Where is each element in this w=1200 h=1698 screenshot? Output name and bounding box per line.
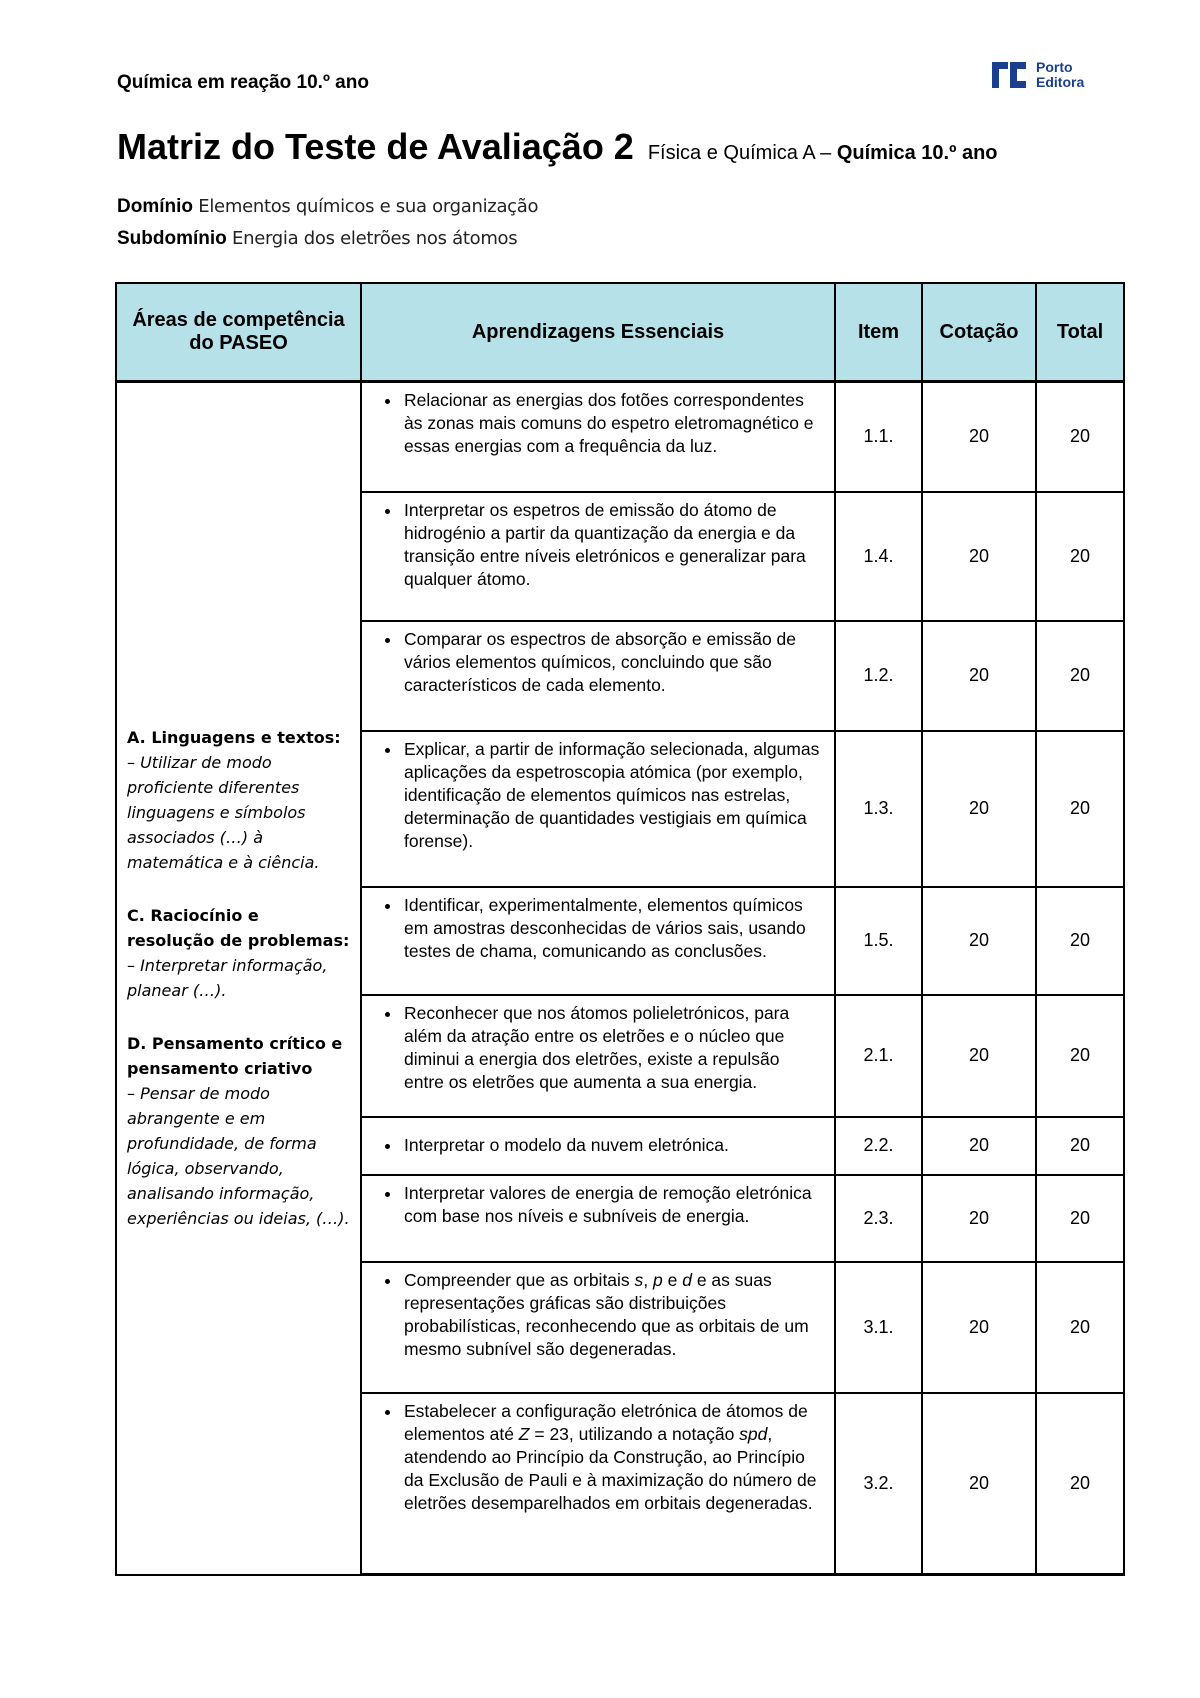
learning-cell — [361, 621, 835, 731]
total-cell: 20 — [1036, 621, 1124, 731]
cotacao-cell: 20 — [922, 382, 1036, 492]
item-cell: 3.2. — [835, 1393, 922, 1575]
total-cell: 20 — [1036, 492, 1124, 621]
total-cell: 20 — [1036, 1262, 1124, 1393]
assessment-matrix-table — [115, 282, 1125, 1576]
total-cell: 20 — [1036, 995, 1124, 1117]
table-header-row — [116, 283, 1124, 382]
logo-line-1: Porto — [1036, 59, 1073, 75]
learning-cell — [361, 995, 835, 1117]
learning-item: • Estabelecer a configuração eletrónica de átomos de elementos até Z = 23, utilizando a notação spd, atendendo ao Princípio da Construção, ao Princípio da Exclusão de Pauli e à maximização do número de eletrões desemparelhados em orbitais degeneradas. — [402, 1400, 824, 1515]
learning-item: • Interpretar valores de energia de remoção eletrónica com base nos níveis e subníveis de energia. — [402, 1182, 824, 1228]
cotacao-cell: 20 — [922, 1117, 1036, 1175]
logo-line-2: Editora — [1036, 74, 1085, 90]
subdominio-value: Energia dos eletrões nos átomos — [232, 228, 518, 249]
total-cell: 20 — [1036, 1393, 1124, 1575]
learning-cell — [361, 1262, 835, 1393]
learning-item: • Identificar, experimentalmente, elementos químicos em amostras desconhecidas de vários sais, usando testes de chama, comunicando as conclusões. — [402, 894, 824, 963]
learning-cell — [361, 1117, 835, 1175]
learning-cell — [361, 887, 835, 995]
porto-editora-logo — [990, 60, 1084, 90]
item-cell: 1.5. — [835, 887, 922, 995]
learning-cell — [361, 492, 835, 621]
area-c-title: C. Raciocínio e resolução de problemas: — [127, 906, 350, 951]
cotacao-cell: 20 — [922, 1262, 1036, 1393]
cotacao-cell: 20 — [922, 621, 1036, 731]
item-cell: 3.1. — [835, 1262, 922, 1393]
document-header-title: Química em reação 10.º ano — [117, 72, 369, 93]
learning-item: • Relacionar as energias dos fotões correspondentes às zonas mais comuns do espetro eletromagnético e essas energias com a frequência da luz. — [402, 389, 824, 458]
cotacao-cell: 20 — [922, 731, 1036, 887]
learning-item: • Explicar, a partir de informação selecionada, algumas aplicações da espetroscopia atómica (por exemplo, identificação de elementos químicos nas estrelas, determinação de quantidades vestigiais em química forense). — [402, 738, 824, 853]
item-cell: 2.1. — [835, 995, 922, 1117]
learning-item: • Compreender que as orbitais s, p e d e as suas representações gráficas são distribuições probabilísticas, reconhecendo que as orbitais de um mesmo subnível são degeneradas. — [402, 1269, 824, 1361]
cotacao-cell: 20 — [922, 1175, 1036, 1262]
learning-item: • Comparar os espectros de absorção e emissão de vários elementos químicos, concluindo que são característicos de cada elemento. — [402, 628, 824, 697]
learning-cell — [361, 1393, 835, 1575]
column-header-total: Total — [1036, 283, 1124, 382]
porto-editora-logo-icon — [990, 60, 1030, 90]
area-a-desc: – Utilizar de modo proficiente diferentes linguagens e símbolos associados (…) à matemática e à ciência. — [127, 753, 320, 873]
learning-cell — [361, 731, 835, 887]
subtitle-prefix: Física e Química A – — [647, 142, 832, 164]
total-cell: 20 — [1036, 1117, 1124, 1175]
area-d-desc: – Pensar de modo abrangente e em profundidade, de forma lógica, observando, analisando informação, experiências ou ideias, (…). — [127, 1084, 350, 1229]
area-a-title: A. Linguagens e textos: — [127, 728, 341, 748]
learning-item: • Interpretar o modelo da nuvem eletrónica. — [402, 1134, 824, 1157]
dominio-label: Domínio — [117, 196, 193, 217]
cotacao-cell: 20 — [922, 995, 1036, 1117]
learning-item: • Reconhecer que nos átomos polieletrónicos, para além da atração entre os eletrões e o núcleo que diminui a energia dos eletrões, existe a repulsão entre os eletrões que aumenta a sua energia. — [402, 1002, 824, 1094]
total-cell: 20 — [1036, 887, 1124, 995]
item-cell: 1.4. — [835, 492, 922, 621]
total-cell: 20 — [1036, 731, 1124, 887]
area-a — [127, 725, 350, 875]
areas-competencia-cell — [116, 382, 361, 1575]
area-d-title: D. Pensamento crítico e pensamento criativo — [127, 1034, 343, 1079]
item-cell: 1.2. — [835, 621, 922, 731]
total-cell: 20 — [1036, 1175, 1124, 1262]
column-header-areas: Áreas de competência do PASEO — [116, 283, 361, 382]
subdominio-line — [117, 228, 517, 250]
item-cell: 1.1. — [835, 382, 922, 492]
dominio-line — [117, 196, 538, 218]
item-cell: 2.3. — [835, 1175, 922, 1262]
column-header-cotacao: Cotação — [922, 283, 1036, 382]
cotacao-cell: 20 — [922, 887, 1036, 995]
column-header-item: Item — [835, 283, 922, 382]
subtitle-bold: Química 10.º ano — [836, 142, 998, 164]
cotacao-cell: 20 — [922, 492, 1036, 621]
page-title-block — [117, 126, 998, 168]
subdominio-label: Subdomínio — [117, 228, 227, 249]
item-cell: 2.2. — [835, 1117, 922, 1175]
table-row — [116, 382, 1124, 492]
area-c — [127, 903, 350, 1003]
dominio-value: Elementos químicos e sua organização — [198, 196, 539, 217]
total-cell: 20 — [1036, 382, 1124, 492]
area-c-desc: – Interpretar informação, planear (…). — [127, 956, 328, 1001]
cotacao-cell: 20 — [922, 1393, 1036, 1575]
column-header-aprendizagens: Aprendizagens Essenciais — [361, 283, 835, 382]
item-cell: 1.3. — [835, 731, 922, 887]
learning-item: • Interpretar os espetros de emissão do átomo de hidrogénio a partir da quantização da energia e da transição entre níveis eletrónicos e generalizar para qualquer átomo. — [402, 499, 824, 591]
learning-cell — [361, 1175, 835, 1262]
learning-cell — [361, 382, 835, 492]
page-title: Matriz do Teste de Avaliação 2 — [117, 126, 634, 167]
area-d — [127, 1031, 350, 1231]
